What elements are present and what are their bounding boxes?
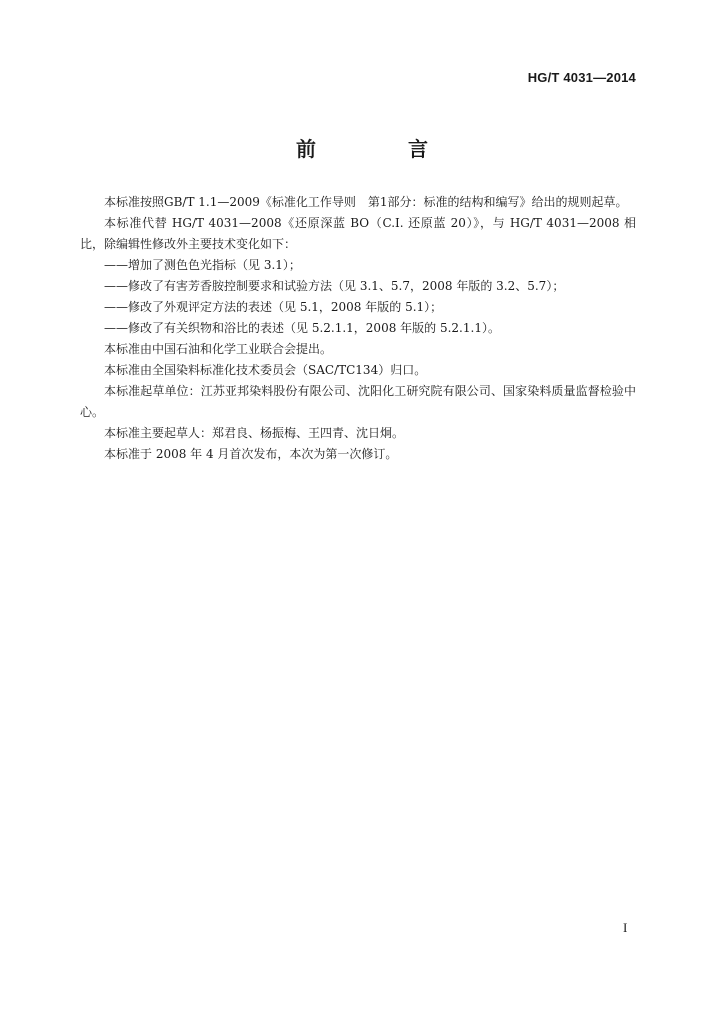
paragraph-drafting-rules: 本标准按照GB/T 1.1—2009《标准化工作导则 第1部分：标准的结构和编写》给出的规则起草。: [104, 195, 628, 209]
paragraph-drafters: 本标准主要起草人：郑君良、杨振梅、王四青、沈日炯。: [104, 426, 405, 440]
page-title: 前 言: [296, 137, 464, 161]
standard-code: HG/T 4031—2014: [527, 70, 636, 85]
list-item-change: ——增加了测色色光指标（见 3.1）；: [104, 258, 301, 272]
paragraph-administered-by: 本标准由全国染料标准化技术委员会（SAC/TC134）归口。: [104, 363, 427, 377]
foreword-body: [80, 192, 636, 465]
paragraph-replacement: 本标准代替 HG/T 4031—2008《还原深蓝 BO（C.I. 还原蓝 20）》，与 HG/T 4031—2008 相比，除编辑性修改外主要技术变化如下：: [80, 216, 636, 251]
paragraph-drafting-units: 本标准起草单位：江苏亚邦染料股份有限公司、沈阳化工研究院有限公司、国家染料质量监督检验中心。: [80, 384, 636, 419]
list-item-change: ——修改了有害芳香胺控制要求和试验方法（见 3.1、5.7，2008 年版的 3.2、5.7）；: [104, 279, 565, 293]
paragraph-history: 本标准于 2008 年 4 月首次发布，本次为第一次修订。: [104, 447, 398, 461]
list-item-change: ——修改了有关织物和浴比的表述（见 5.2.1.1，2008 年版的 5.2.1.1）。: [104, 321, 500, 335]
list-item-change: ——修改了外观评定方法的表述（见 5.1，2008 年版的 5.1）；: [104, 300, 443, 314]
paragraph-proposed-by: 本标准由中国石油和化学工业联合会提出。: [104, 342, 333, 356]
page-number: I: [623, 920, 628, 935]
